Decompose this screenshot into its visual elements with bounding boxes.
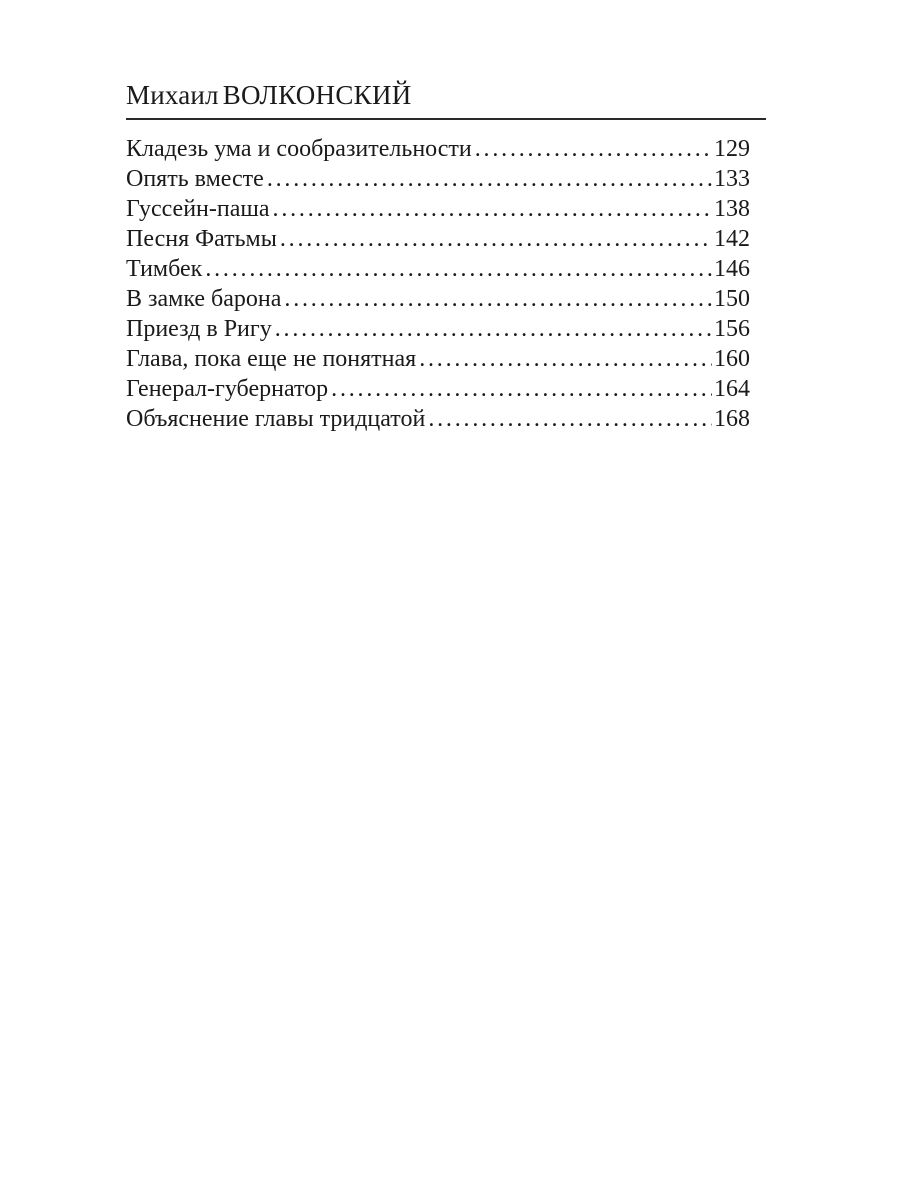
toc-entry bbox=[126, 224, 750, 254]
author-first-name: Михаил bbox=[126, 80, 219, 110]
toc-dot-leader bbox=[475, 134, 712, 164]
toc-entry-title: В замке барона bbox=[126, 286, 282, 312]
toc-dot-leader bbox=[428, 404, 712, 434]
toc-entry-title: Песня Фатьмы bbox=[126, 226, 277, 252]
author-last-name: ВОЛКОНСКИЙ bbox=[222, 80, 412, 110]
toc-entry bbox=[126, 404, 750, 434]
toc-dot-leader bbox=[419, 344, 712, 374]
toc-entry-title: Глава, пока еще не понятная bbox=[126, 346, 417, 372]
toc-entry bbox=[126, 194, 750, 224]
toc-dot-leader bbox=[205, 254, 712, 284]
toc-entry-page: 168 bbox=[714, 406, 750, 432]
toc-entry bbox=[126, 284, 750, 314]
toc-entry-title: Опять вместе bbox=[126, 166, 264, 192]
toc-entry-page: 164 bbox=[714, 376, 750, 402]
toc-entry bbox=[126, 134, 750, 164]
toc-entry bbox=[126, 374, 750, 404]
toc-entry bbox=[126, 314, 750, 344]
toc-entry bbox=[126, 164, 750, 194]
toc-entry-title: Гуссейн-паша bbox=[126, 196, 270, 222]
toc-dot-leader bbox=[275, 314, 712, 344]
running-head bbox=[126, 76, 766, 120]
toc-dot-leader bbox=[273, 194, 712, 224]
toc-entry-page: 133 bbox=[714, 166, 750, 192]
toc-entry-title: Тимбек bbox=[126, 256, 203, 282]
toc-entry-page: 160 bbox=[714, 346, 750, 372]
toc-entry-page: 146 bbox=[714, 256, 750, 282]
toc-entry-page: 156 bbox=[714, 316, 750, 342]
toc-dot-leader bbox=[267, 164, 712, 194]
table-of-contents bbox=[126, 134, 750, 434]
toc-dot-leader bbox=[331, 374, 712, 404]
toc-entry bbox=[126, 254, 750, 284]
toc-entry-page: 129 bbox=[714, 136, 750, 162]
toc-entry bbox=[126, 344, 750, 374]
toc-entry-title: Объяснение главы тридцатой bbox=[126, 406, 426, 432]
toc-entry-page: 150 bbox=[714, 286, 750, 312]
toc-entry-title: Кладезь ума и сообразительности bbox=[126, 136, 472, 162]
toc-entry-title: Генерал-губернатор bbox=[126, 376, 329, 402]
toc-dot-leader bbox=[280, 224, 712, 254]
toc-entry-page: 138 bbox=[714, 196, 750, 222]
toc-dot-leader bbox=[284, 284, 712, 314]
toc-entry-page: 142 bbox=[714, 226, 750, 252]
toc-entry-title: Приезд в Ригу bbox=[126, 316, 272, 342]
